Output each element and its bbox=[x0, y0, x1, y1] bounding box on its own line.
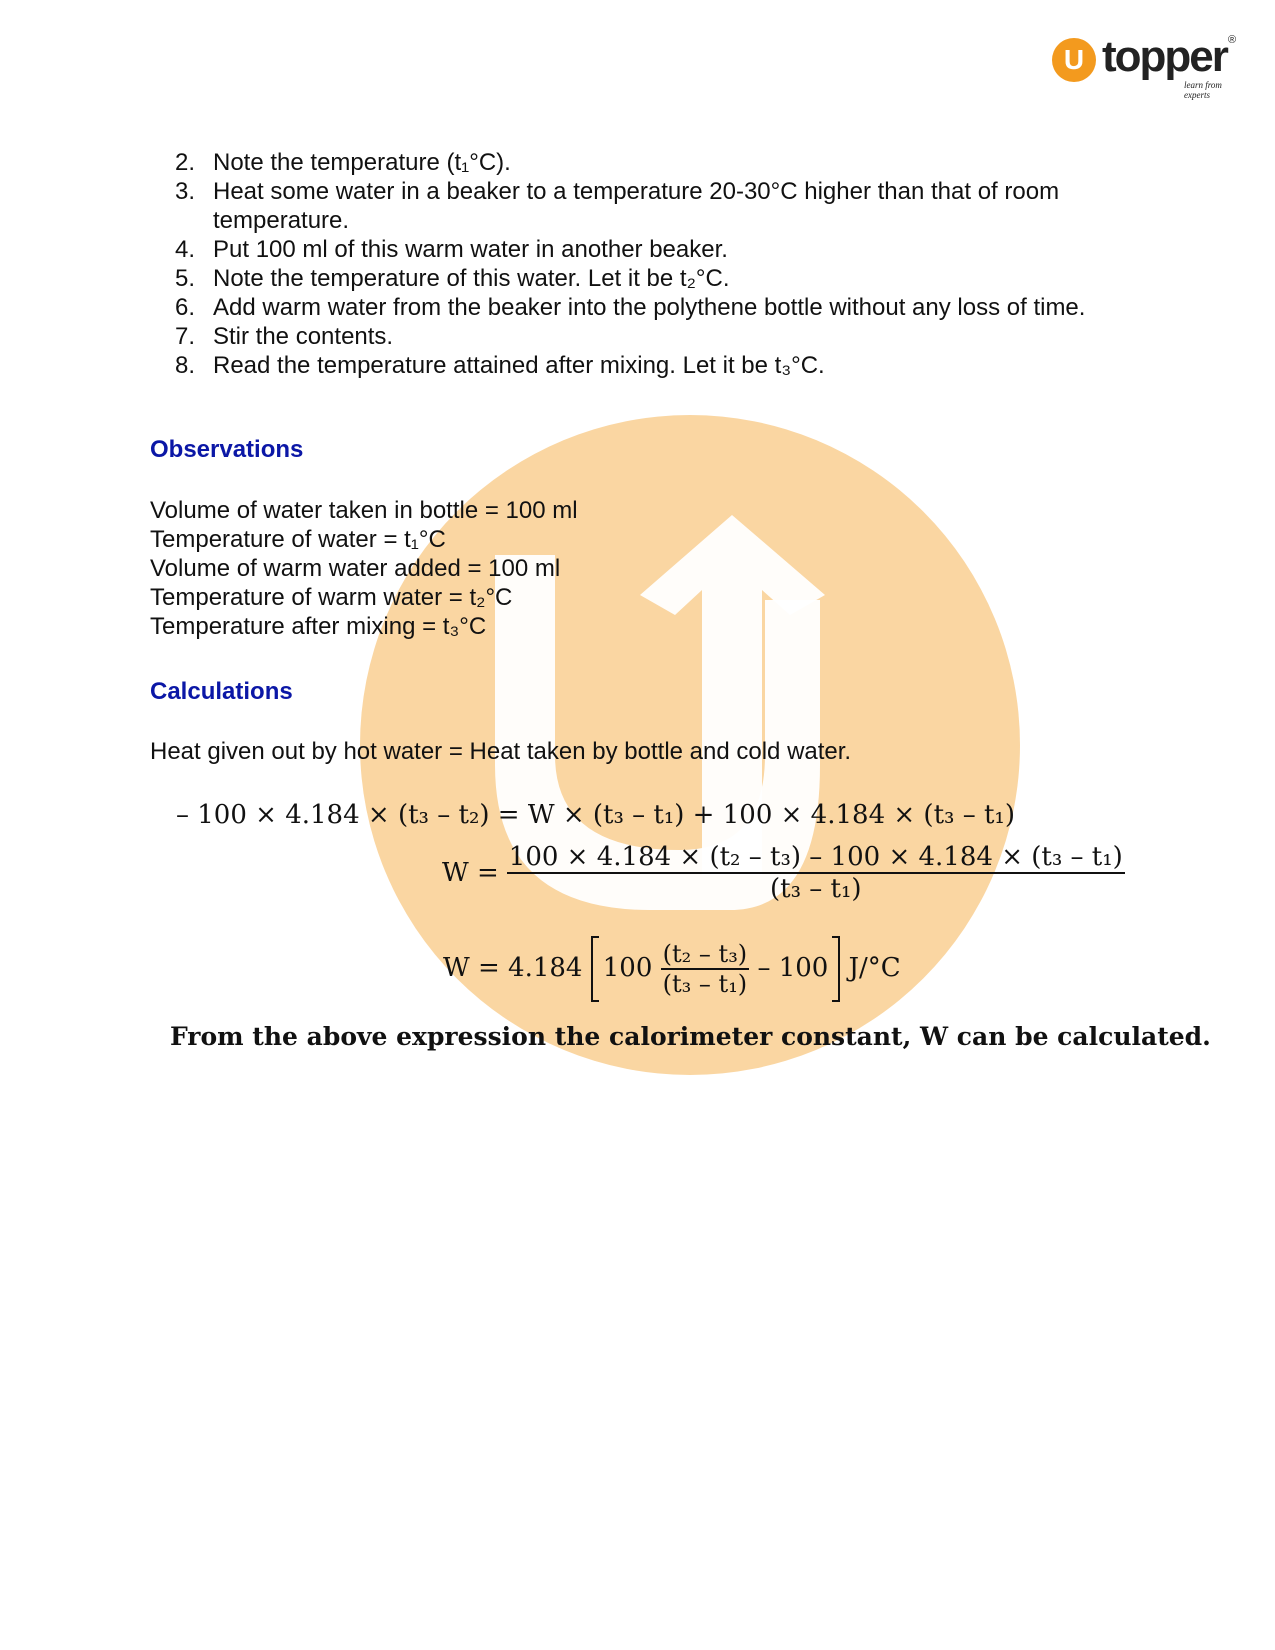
eq3-fraction bbox=[661, 940, 750, 998]
brand-logo bbox=[1052, 32, 1242, 100]
observation-line: Volume of water taken in bottle = 100 ml bbox=[150, 497, 578, 524]
eq2-numerator: 100 × 4.184 × (t₂ – t₃) – 100 × 4.184 × (t₃ – t₁) bbox=[508, 842, 1123, 872]
registered-mark: ® bbox=[1228, 34, 1237, 46]
observations-list bbox=[150, 496, 578, 641]
observation-line: Temperature of water = t₁°C bbox=[150, 526, 446, 553]
eq3-denominator: (t₃ – t₁) bbox=[662, 970, 748, 998]
w-fraction-equation bbox=[442, 842, 1125, 904]
step-text: Note the temperature (t₁°C). bbox=[213, 149, 511, 176]
step-item: 3. Heat some water in a beaker to a temperature 20-30°C higher than that of room temperature. bbox=[175, 178, 1060, 234]
step-item: 4. Put 100 ml of this warm water in another beaker. bbox=[175, 236, 728, 263]
conclusion-text: From the above expression the calorimeter constant, W can be calculated. bbox=[170, 1022, 1211, 1051]
step-text: Stir the contents. bbox=[213, 323, 394, 350]
eq3-unit: J/°C bbox=[848, 953, 901, 983]
step-item: 7. Stir the contents. bbox=[175, 323, 394, 350]
observation-line: Temperature after mixing = t₃°C bbox=[150, 613, 487, 640]
step-item: 6. Add warm water from the beaker into the polythene bottle without any loss of time. bbox=[175, 294, 1086, 321]
eq3-coefficient: 100 bbox=[602, 953, 653, 983]
step-text: Add warm water from the beaker into the polythene bottle without any loss of time. bbox=[213, 294, 1086, 321]
eq3-lhs: W = 4.184 bbox=[443, 953, 583, 983]
procedure-steps bbox=[160, 148, 1120, 380]
logo-tagline: learn from experts bbox=[1184, 80, 1222, 100]
step-text: Read the temperature attained after mixing. Let it be t₃°C. bbox=[213, 352, 825, 379]
eq3-numerator: (t₂ – t₃) bbox=[662, 940, 748, 968]
calculations-heading: Calculations bbox=[150, 678, 293, 705]
w-final-equation bbox=[443, 936, 901, 1002]
logo-wordmark: topper bbox=[1102, 32, 1227, 81]
observation-line: Temperature of warm water = t₂°C bbox=[150, 584, 513, 611]
eq2-fraction bbox=[507, 842, 1125, 904]
observations-heading: Observations bbox=[150, 436, 304, 463]
step-item: 2. Note the temperature (t₁°C). bbox=[175, 149, 511, 176]
step-text: Put 100 ml of this warm water in another beaker. bbox=[213, 236, 728, 263]
step-item: 8. Read the temperature attained after mixing. Let it be t₃°C. bbox=[175, 352, 825, 379]
eq2-lhs: W = bbox=[442, 858, 499, 888]
observation-line: Volume of warm water added = 100 ml bbox=[150, 555, 561, 582]
eq2-denominator: (t₃ – t₁) bbox=[507, 872, 1125, 904]
heat-equation: – 100 × 4.184 × (t₃ – t₂) = W × (t₃ – t₁) + 100 × 4.184 × (t₃ – t₁) bbox=[176, 800, 1015, 830]
logo-badge-icon: U bbox=[1052, 38, 1096, 82]
eq3-subtract: – 100 bbox=[757, 953, 829, 983]
step-item: 5. Note the temperature of this water. Let it be t₂°C. bbox=[175, 265, 730, 292]
eq3-bracket bbox=[591, 936, 841, 1002]
heat-balance-statement: Heat given out by hot water = Heat taken by bottle and cold water. bbox=[150, 738, 852, 765]
step-text: Note the temperature of this water. Let it be t₂°C. bbox=[213, 265, 730, 292]
step-text: Heat some water in a beaker to a temperature 20-30°C higher than that of room temperature. bbox=[213, 178, 1060, 234]
